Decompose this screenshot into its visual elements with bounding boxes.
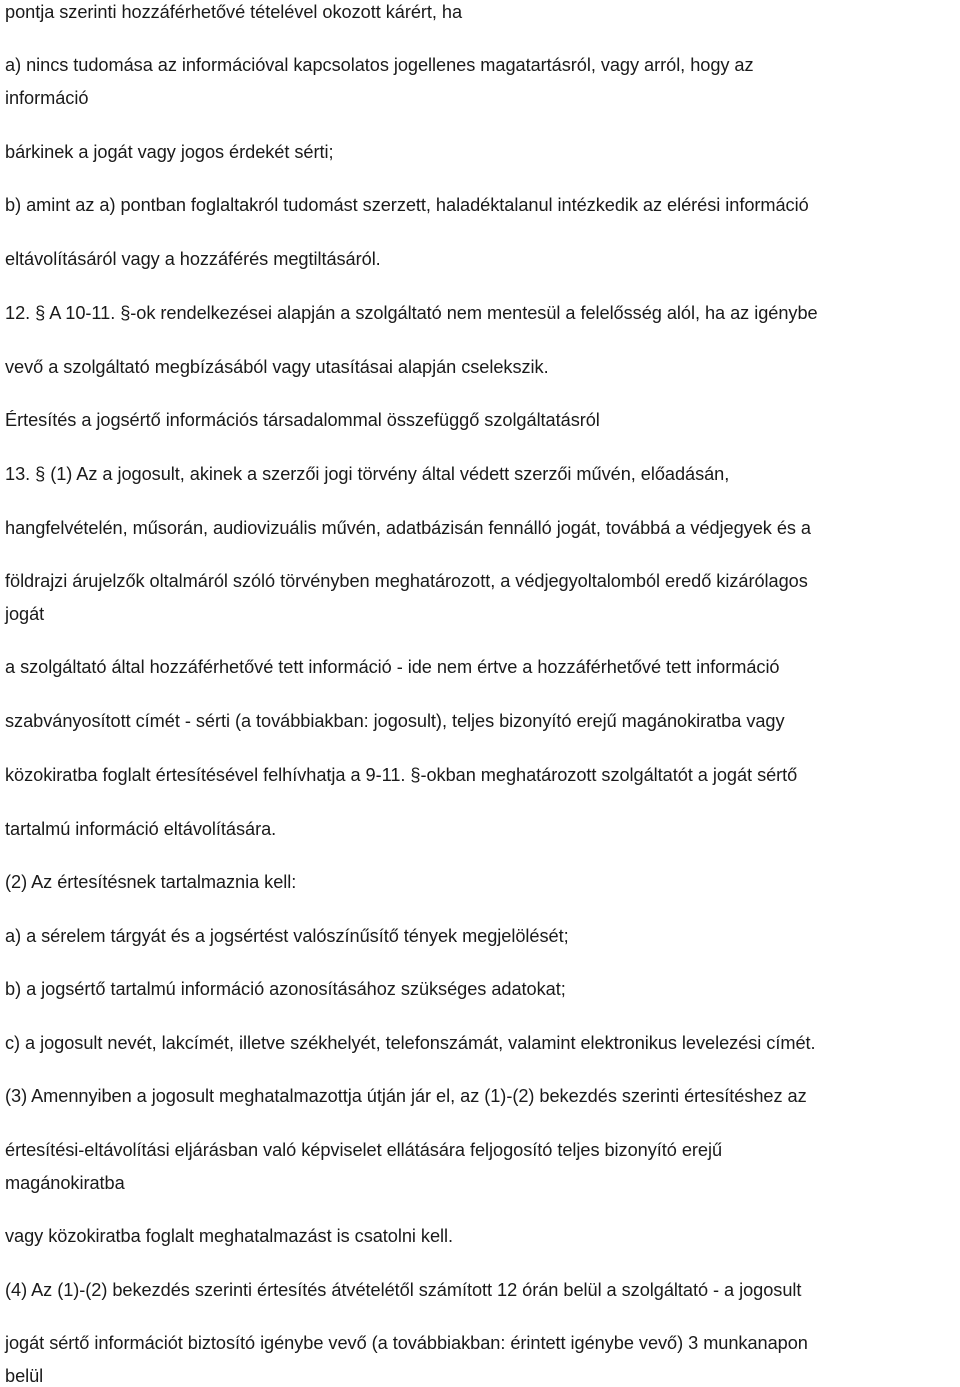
text-line: földrajzi árujelzők oltalmáról szóló törvényben meghatározott, a védjegyoltalomból eredő kizárólagos <box>5 571 808 591</box>
text-line: a szolgáltató által hozzáférhetővé tett információ - ide nem értve a hozzáférhetővé tett információ <box>5 657 780 677</box>
text-line: pontja szerinti hozzáférhetővé tételével okozott kárért, ha <box>5 2 463 22</box>
section-heading: Értesítés a jogsértő információs társadalommal összefüggő szolgáltatásról <box>5 410 600 430</box>
text-line: (3) Amennyiben a jogosult meghatalmazottja útján jár el, az (1)-(2) bekezdés szerinti értesítéshez az <box>5 1086 807 1106</box>
text-line: tartalmú információ eltávolítására. <box>5 819 277 839</box>
text-line: c) a jogosult nevét, lakcímét, illetve székhelyét, telefonszámát, valamint elektronikus levelezési címét. <box>5 1033 816 1053</box>
text-line: 12. § A 10-11. §-ok rendelkezései alapján a szolgáltató nem mentesül a felelősség alól, ha az igénybe <box>5 303 818 323</box>
text-line: szabványosított címét - sérti (a továbbiakban: jogosult), teljes bizonyító erejű magánokiratba vagy <box>5 711 785 731</box>
text-line: (2) Az értesítésnek tartalmaznia kell: <box>5 872 297 892</box>
text-line: b) amint az a) pontban foglaltakról tudomást szerzett, haladéktalanul intézkedik az elérési információ <box>5 195 809 215</box>
text-line: magánokiratba <box>5 1173 125 1193</box>
text-line: információ <box>5 88 89 108</box>
text-line: belül <box>5 1366 44 1386</box>
text-line: a) nincs tudomása az információval kapcsolatos jogellenes magatartásról, vagy arról, hogy az <box>5 55 754 75</box>
text-line: hangfelvételén, műsorán, audiovizuális művén, adatbázisán fennálló jogát, továbbá a védjegyek és a <box>5 518 811 538</box>
text-line: jogát sértő információt biztosító igénybe vevő (a továbbiakban: érintett igénybe vevő) 3 munkanapon <box>5 1333 808 1353</box>
text-line: vevő a szolgáltató megbízásából vagy utasításai alapján cselekszik. <box>5 357 549 377</box>
text-line: (4) Az (1)-(2) bekezdés szerinti értesítés átvételétől számított 12 órán belül a szolgáltató - a jogosult <box>5 1280 802 1300</box>
text-line: jogát <box>5 604 45 624</box>
text-line: eltávolításáról vagy a hozzáférés megtiltásáról. <box>5 249 381 269</box>
text-line: vagy közokiratba foglalt meghatalmazást is csatolni kell. <box>5 1226 454 1246</box>
text-line: b) a jogsértő tartalmú információ azonosításához szükséges adatokat; <box>5 979 566 999</box>
text-line: közokiratba foglalt értesítésével felhívhatja a 9-11. §-okban meghatározott szolgáltatót a jogát sértő <box>5 765 798 785</box>
text-line: értesítési-eltávolítási eljárásban való képviselet ellátására feljogosító teljes bizonyító erejű <box>5 1140 723 1160</box>
text-line: a) a sérelem tárgyát és a jogsértést valószínűsítő tények megjelölését; <box>5 926 569 946</box>
text-line: bárkinek a jogát vagy jogos érdekét sérti; <box>5 142 334 162</box>
text-line: 13. § (1) Az a jogosult, akinek a szerzői jogi törvény által védett szerzői művén, előadásán, <box>5 464 730 484</box>
